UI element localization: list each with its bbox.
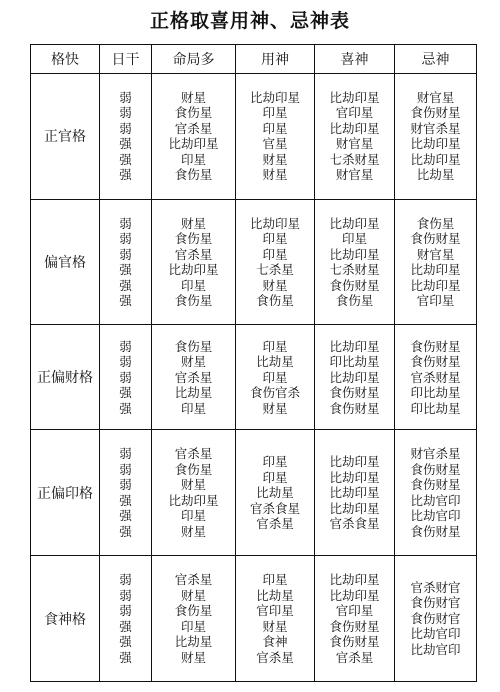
yongshen-entry: 印星 — [262, 454, 288, 470]
jishen-entry: 比劫官印 — [410, 508, 461, 524]
cell-yongshen — [236, 430, 315, 556]
yongshen-entry: 印星 — [262, 572, 288, 588]
xishen-entry: 官印星 — [335, 603, 374, 619]
jishen-entry: 印比劫星 — [410, 385, 461, 401]
yongshen-entry: 印星 — [262, 105, 288, 121]
xishen-entry: 食伤财星 — [329, 277, 380, 293]
rigan-entry: 弱 — [119, 338, 132, 354]
yongshen-entry: 比劫印星 — [249, 89, 300, 105]
yongshen-entry: 财星 — [262, 400, 288, 416]
mingju-entry: 官杀星 — [174, 246, 213, 262]
yongshen-entry: 财星 — [262, 167, 288, 183]
cell-mingju — [152, 430, 236, 556]
rigan-entry: 强 — [119, 385, 132, 401]
xishen-entry: 比劫印星 — [329, 485, 380, 501]
rigan-entry: 强 — [119, 293, 132, 309]
cell-jishen — [395, 199, 477, 325]
rigan-entry: 弱 — [119, 461, 132, 477]
rigan-entry: 弱 — [119, 105, 132, 121]
jishen-entry: 比劫印星 — [410, 277, 461, 293]
mingju-entry: 印星 — [180, 618, 206, 634]
rigan-entry: 强 — [119, 649, 132, 665]
xishen-entry: 财官星 — [335, 136, 374, 152]
mingju-entry: 比劫星 — [174, 634, 213, 650]
cell-rigan — [100, 430, 152, 556]
mingju-entry: 财星 — [180, 354, 206, 370]
rigan-entry: 弱 — [119, 354, 132, 370]
header-xishen: 喜神 — [315, 45, 395, 74]
jishen-entry: 食伤财官 — [410, 610, 461, 626]
mingju-entry: 印星 — [180, 151, 206, 167]
xishen-entry: 官杀星 — [335, 649, 374, 665]
jishen-entry: 食伤财官 — [410, 595, 461, 611]
header-mingju: 命局多 — [152, 45, 236, 74]
cell-yongshen — [236, 556, 315, 682]
xishen-entry: 食伤财星 — [329, 618, 380, 634]
jishen-entry: 比劫印星 — [410, 151, 461, 167]
yongshen-entry: 官印星 — [256, 603, 294, 619]
mingju-entry: 食伤星 — [174, 167, 213, 183]
cell-mingju — [152, 556, 236, 682]
mingju-entry: 食伤星 — [174, 105, 213, 121]
jishen-entry: 食伤财星 — [410, 461, 461, 477]
yongshen-entry: 财星 — [262, 151, 288, 167]
rigan-entry: 弱 — [119, 477, 132, 493]
cell-yongshen — [236, 325, 315, 430]
xishen-entry: 比劫印星 — [329, 120, 380, 136]
cell-yongshen — [236, 199, 315, 325]
pattern-name: 正偏印格 — [31, 430, 100, 556]
yongshen-entry: 食伤星 — [256, 293, 294, 309]
rigan-entry: 弱 — [119, 231, 132, 247]
yongshen-entry: 比劫星 — [256, 354, 294, 370]
xishen-entry: 比劫印星 — [329, 500, 380, 516]
jishen-entry: 财官杀星 — [410, 120, 461, 136]
yongshen-entry: 食伤官杀 — [249, 385, 300, 401]
jishen-entry: 比劫星 — [416, 167, 455, 183]
xishen-entry: 官杀食星 — [329, 516, 380, 532]
xishen-entry: 比劫印星 — [329, 469, 380, 485]
xishen-entry: 比劫印星 — [329, 572, 380, 588]
cell-mingju — [152, 325, 236, 430]
table-row — [31, 74, 477, 200]
jishen-entry: 食伤财星 — [410, 477, 461, 493]
header-jishen: 忌神 — [395, 45, 477, 74]
rigan-entry: 强 — [119, 262, 132, 278]
yongshen-entry: 印星 — [262, 469, 288, 485]
table-title: 正格取喜用神、忌神表 — [149, 10, 350, 32]
xishen-entry: 官印星 — [335, 105, 374, 121]
yongshen-entry: 食神 — [262, 634, 288, 650]
yongshen-entry: 比劫星 — [256, 587, 294, 603]
xishen-entry: 财官星 — [335, 167, 374, 183]
cell-rigan — [100, 325, 152, 430]
header-yongshen: 用神 — [236, 45, 315, 74]
jishen-entry: 比劫官印 — [410, 641, 461, 657]
yongshen-entry: 印星 — [262, 338, 288, 354]
mingju-entry: 印星 — [180, 277, 206, 293]
rigan-entry: 强 — [119, 618, 132, 634]
xishen-entry: 比劫印星 — [329, 215, 380, 231]
mingju-entry: 食伤星 — [174, 231, 213, 247]
jishen-entry: 食伤财星 — [410, 354, 461, 370]
jishen-entry: 官杀财官 — [410, 579, 461, 595]
jishen-entry: 食伤星 — [416, 215, 455, 231]
pattern-name: 食神格 — [31, 556, 100, 682]
xishen-entry: 印星 — [341, 231, 367, 247]
rigan-entry: 弱 — [119, 89, 132, 105]
jishen-entry: 比劫官印 — [410, 492, 461, 508]
mingju-entry: 比劫印星 — [168, 492, 219, 508]
header-row — [31, 45, 477, 74]
xishen-entry: 比劫印星 — [329, 454, 380, 470]
mingju-entry: 财星 — [180, 587, 206, 603]
jishen-entry: 财官杀星 — [410, 446, 461, 462]
xishen-entry: 印比劫星 — [329, 354, 380, 370]
jishen-entry: 印比劫星 — [410, 400, 461, 416]
table-row — [31, 430, 477, 556]
rigan-entry: 强 — [119, 492, 132, 508]
mingju-entry: 财星 — [180, 477, 206, 493]
mingju-entry: 食伤星 — [174, 338, 213, 354]
header-rigan: 日干 — [100, 45, 152, 74]
jishen-entry: 食伤财星 — [410, 338, 461, 354]
cell-mingju — [152, 74, 236, 200]
rigan-entry: 弱 — [119, 120, 132, 136]
pattern-name: 正偏财格 — [31, 325, 100, 430]
rigan-entry: 强 — [119, 277, 132, 293]
cell-xishen — [315, 325, 395, 430]
cell-xishen — [315, 556, 395, 682]
rigan-entry: 弱 — [119, 215, 132, 231]
yongshen-entry: 比劫星 — [256, 485, 294, 501]
cell-xishen — [315, 74, 395, 200]
yongshen-entry: 财星 — [262, 277, 288, 293]
cell-xishen — [315, 430, 395, 556]
xishen-entry: 七杀财星 — [329, 262, 380, 278]
rigan-entry: 强 — [119, 167, 132, 183]
mingju-entry: 印星 — [180, 400, 206, 416]
cell-jishen — [395, 74, 477, 200]
yongshen-entry: 印星 — [262, 231, 288, 247]
xishen-entry: 七杀财星 — [329, 151, 380, 167]
mingju-entry: 官杀星 — [174, 572, 213, 588]
xishen-entry: 比劫印星 — [329, 246, 380, 262]
jishen-entry: 财官星 — [416, 246, 455, 262]
rigan-entry: 弱 — [119, 446, 132, 462]
cell-jishen — [395, 556, 477, 682]
cell-mingju — [152, 199, 236, 325]
mingju-entry: 食伤星 — [174, 461, 213, 477]
jishen-entry: 官印星 — [416, 293, 455, 309]
rigan-entry: 弱 — [119, 572, 132, 588]
jishen-entry: 食伤财星 — [410, 523, 461, 539]
rigan-entry: 弱 — [119, 246, 132, 262]
mingju-entry: 食伤星 — [174, 293, 213, 309]
jishen-entry: 比劫印星 — [410, 262, 461, 278]
yongshen-entry: 财星 — [262, 618, 288, 634]
yongshen-entry: 印星 — [262, 246, 288, 262]
cell-rigan — [100, 199, 152, 325]
xishen-entry: 食伤星 — [335, 293, 374, 309]
jishen-entry: 官杀财星 — [410, 369, 461, 385]
rigan-entry: 弱 — [119, 603, 132, 619]
mingju-entry: 比劫印星 — [168, 136, 219, 152]
rigan-entry: 弱 — [119, 369, 132, 385]
rigan-entry: 强 — [119, 634, 132, 650]
cell-xishen — [315, 199, 395, 325]
table-row — [31, 199, 477, 325]
header-geju: 格快 — [31, 45, 100, 74]
mingju-entry: 印星 — [180, 508, 206, 524]
xishen-entry: 食伤财星 — [329, 634, 380, 650]
yongshen-entry: 比劫印星 — [249, 215, 300, 231]
mingju-entry: 比劫印星 — [168, 262, 219, 278]
pattern-name: 正官格 — [31, 74, 100, 200]
jishen-entry: 食伤财星 — [410, 105, 461, 121]
cell-yongshen — [236, 74, 315, 200]
mingju-entry: 财星 — [180, 523, 206, 539]
yongshen-entry: 官杀星 — [256, 516, 294, 532]
jishen-entry: 比劫印星 — [410, 136, 461, 152]
rigan-entry: 强 — [119, 508, 132, 524]
rigan-entry: 强 — [119, 136, 132, 152]
yongshen-entry: 官星 — [262, 136, 288, 152]
cell-rigan — [100, 74, 152, 200]
mingju-entry: 官杀星 — [174, 446, 213, 462]
rigan-entry: 强 — [119, 151, 132, 167]
xishen-entry: 比劫印星 — [329, 338, 380, 354]
pattern-table — [30, 44, 477, 682]
table-row — [31, 325, 477, 430]
mingju-entry: 财星 — [180, 649, 206, 665]
yongshen-entry: 印星 — [262, 120, 288, 136]
table-row — [31, 556, 477, 682]
rigan-entry: 强 — [119, 523, 132, 539]
mingju-entry: 财星 — [180, 215, 206, 231]
mingju-entry: 官杀星 — [174, 369, 213, 385]
yongshen-entry: 官杀星 — [256, 649, 294, 665]
xishen-entry: 比劫印星 — [329, 369, 380, 385]
jishen-entry: 比劫官印 — [410, 626, 461, 642]
yongshen-entry: 七杀星 — [256, 262, 294, 278]
rigan-entry: 强 — [119, 400, 132, 416]
mingju-entry: 食伤星 — [174, 603, 213, 619]
cell-rigan — [100, 556, 152, 682]
yongshen-entry: 官杀食星 — [249, 500, 300, 516]
mingju-entry: 比劫星 — [174, 385, 213, 401]
cell-jishen — [395, 325, 477, 430]
cell-jishen — [395, 430, 477, 556]
mingju-entry: 财星 — [180, 89, 206, 105]
rigan-entry: 弱 — [119, 587, 132, 603]
mingju-entry: 官杀星 — [174, 120, 213, 136]
jishen-entry: 财官星 — [416, 89, 455, 105]
yongshen-entry: 印星 — [262, 369, 288, 385]
xishen-entry: 比劫印星 — [329, 89, 380, 105]
xishen-entry: 比劫印星 — [329, 587, 380, 603]
pattern-name: 偏官格 — [31, 199, 100, 325]
jishen-entry: 食伤财星 — [410, 231, 461, 247]
xishen-entry: 食伤财星 — [329, 385, 380, 401]
xishen-entry: 食伤财星 — [329, 400, 380, 416]
